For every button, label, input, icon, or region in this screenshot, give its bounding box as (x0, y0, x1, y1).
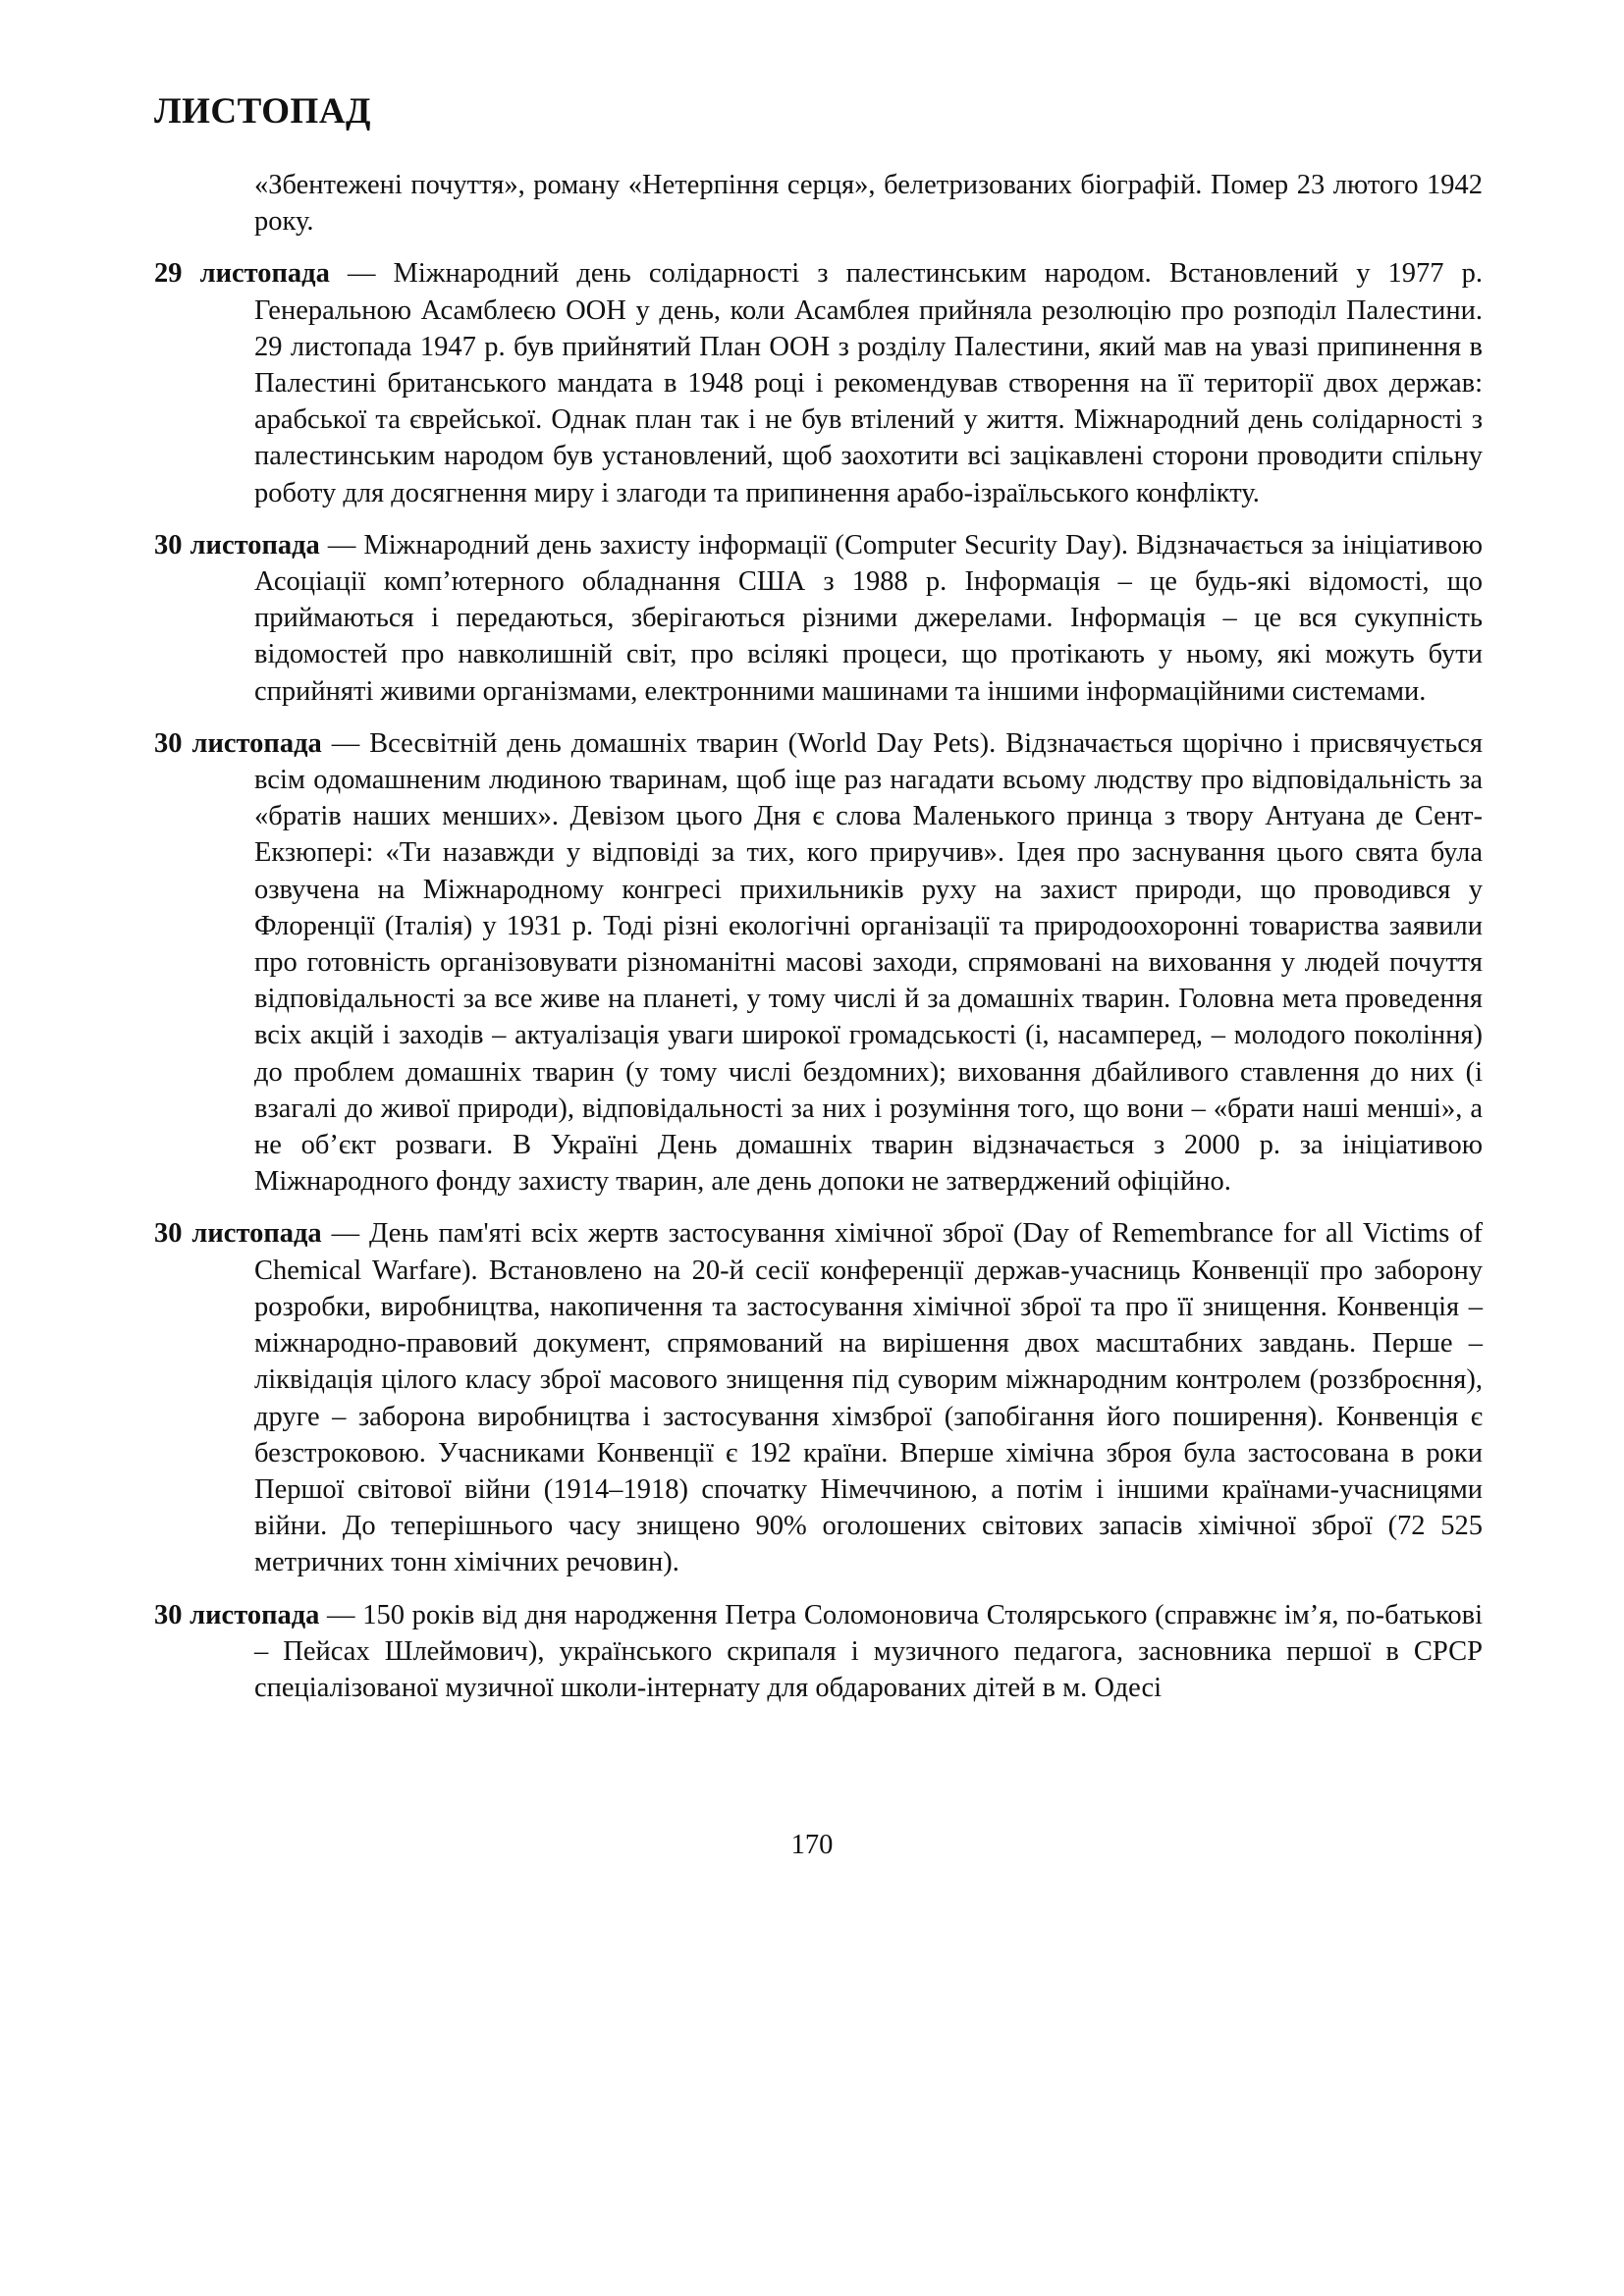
entry-date: 30 листопада (154, 1599, 320, 1630)
entry-text: Міжнародний день захисту інформації (Computer Security Day). Відзначається за ініціативою Асоціації комп’ютерного обладнання США з 1988 р. Інформація – це будь-які відомості, що приймаються і передаються, зберігаються різними джерелами. Інформація – це вся сукупність відомостей про навколишній світ, про всілякі процеси, що протікають у ньому, які можуть бути сприйняті живими організмами, електронними машинами та іншими інформаційними системами. (254, 529, 1483, 707)
calendar-entry-1 (154, 255, 1483, 510)
entry-text: Всесвітній день домашніх тварин (World Day Pets). Відзначається щорічно і присвячується всім одомашненим людиною тваринам, щоб іще раз нагадати всьому людству про відповідальність за «братів наших менших». Девізом цього Дня є слова Маленького принца з твору Антуана де Сент-Екзюпері: «Ти назавжди у відповіді за тих, кого приручив». Ідея про заснування цього свята була озвучена на Міжнародному конгресі прихильників руху на захист природи, що проводився у Флоренції (Італія) у 1931 р. Тоді різні екологічні організації та природоохоронні товариства заявили про готовність організовувати різноманітні масові заходи, спрямовані на виховання у людей почуття відповідальності за все живе на планеті, у тому числі й за домашніх тварин. Головна мета проведення всіх акцій і заходів – актуалізація уваги широкої громадськості (і, насамперед, – молодого покоління) до проблем домашніх тварин (у тому числі бездомних); виховання дбайливого ставлення до них (і взагалі до живої природи), відповідальності за них і розуміння того, що вони – «брати наші менші», а не об’єкт розваги. В Україні День домашніх тварин відзначається з 2000 р. за ініціативою Міжнародного фонду захисту тварин, але день допоки не затверджений офіційно. (254, 727, 1483, 1198)
calendar-entry-4 (154, 1215, 1483, 1580)
calendar-entry-5 (154, 1597, 1483, 1707)
entry-dash: — (319, 529, 364, 561)
entry-dash: — (321, 727, 370, 759)
calendar-entry-2 (154, 527, 1483, 710)
continuation-paragraph: «Збентежені почуття», роману «Нетерпіння серця», белетризованих біографій. Помер 23 лютого 1942 року. (254, 170, 1483, 238)
page-header-title: ЛИСТОПАД (154, 91, 371, 132)
entry-date: 30 листопада (154, 529, 320, 561)
entry-text: Міжнародний день солідарності з палестинським народом. Встановлений у 1977 р. Генеральною Асамблеєю ООН у день, коли Асамблея прийняла резолюцію про розподіл Палестини. 29 листопада 1947 р. був прийнятий План ООН з розділу Палестини, який мав на увазі припинення в Палестині британського мандата в 1948 році і рекомендував створення на її території двох держав: арабської та єврейської. Однак план так і не був втілений у життя. Міжнародний день солідарності з палестинським народом був установлений, щоб заохотити всі зацікавлені сторони проводити спільну роботу для досягнення миру і злагоди та припинення арабо-ізраїльського конфлікту. (254, 258, 1484, 508)
entry-text: 150 років від дня народження Петра Соломоновича Столярського (справжнє ім’я, по-батькові – Пейсах Шлеймович), українського скрипаля і музичного педагога, засновника першої в СРСР спеціалізованої музичної школи-інтернату для обдарованих дітей в м. Одесі (254, 1599, 1484, 1703)
entry-dash: — (329, 258, 394, 290)
entry-dash: — (319, 1599, 363, 1630)
calendar-entry-3 (154, 725, 1483, 1201)
entry-date: 30 листопада (154, 1218, 322, 1250)
entry-date: 29 листопада (154, 258, 330, 290)
page-number: 170 (790, 1830, 834, 1860)
entry-text: День пам'яті всіх жертв застосування хімічної зброї (Day of Remembrance for all Victims of Chemical Warfare). Встановлено на 20-й сесії конференції держав-учасниць Конвенції про заборону розробки, виробництва, накопичення та застосування хімічної зброї та про її знищення. Конвенція – міжнародно-правовий документ, спрямований на вирішення двох масштабних завдань. Перше – ліквідація цілого класу зброї масового знищення під суворим міжнародним контролем (роззброєння), друге – заборона виробництва і застосування хімзброї (запобігання його поширення). Конвенція є безстроковою. Учасниками Конвенції є 192 країни. Вперше хімічна зброя була застосована в роки Першої світової війни (1914–1918) спочатку Німеччиною, а потім і іншими країнами-учасницями війни. До теперішнього часу знищено 90% оголошених світових запасів хімічної зброї (72 525 метричних тонн хімічних речовин). (254, 1218, 1484, 1578)
entry-dash: — (321, 1218, 369, 1250)
page-content (154, 167, 1483, 1722)
entry-date: 30 листопада (154, 727, 322, 759)
